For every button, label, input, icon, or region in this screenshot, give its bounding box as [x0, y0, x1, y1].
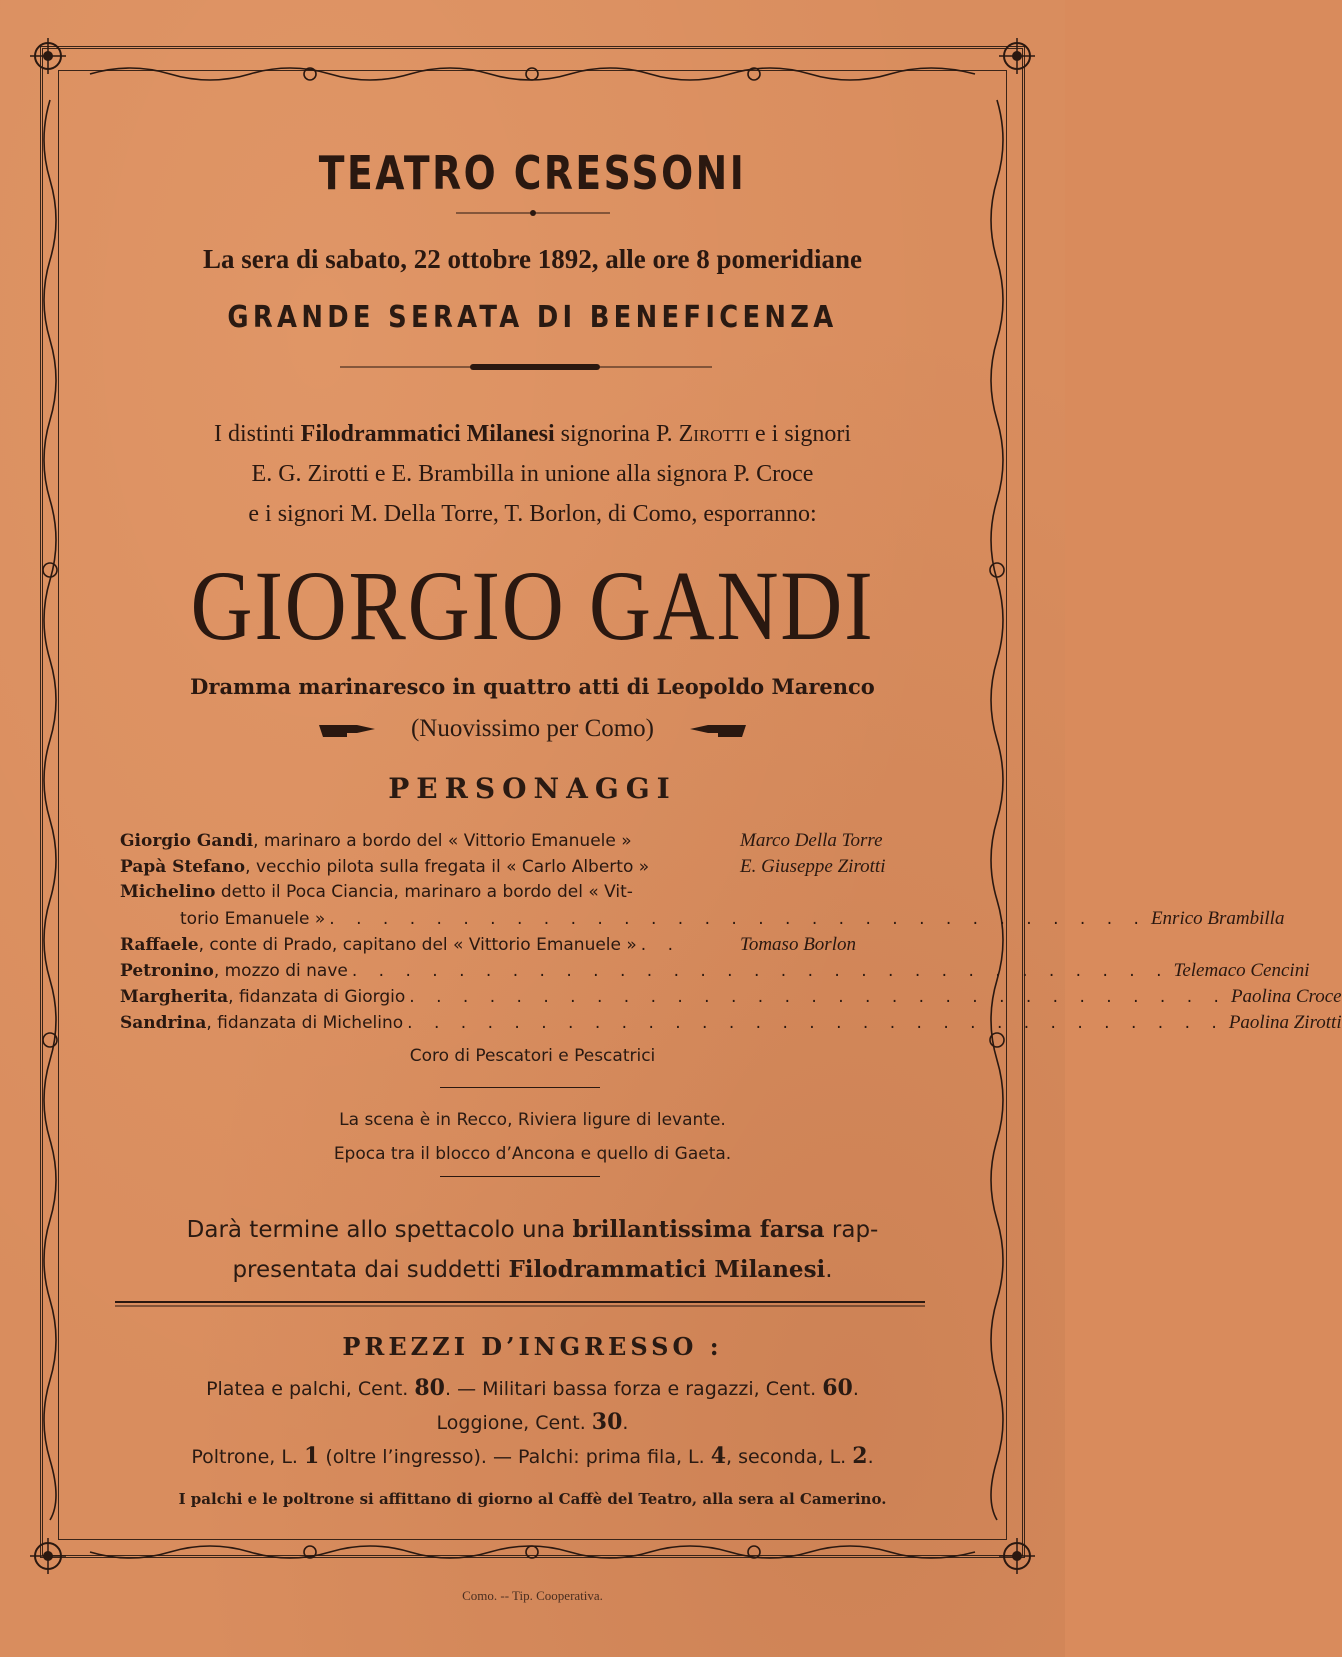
corner-ornament-icon: [995, 34, 1039, 78]
cast-row: Giorgio Gandi, marinaro a bordo del « Vittorio Emanuele » Marco Della Torre: [120, 830, 883, 851]
rental-note: I palchi e le poltrone si affittano di giorno al Caffè del Teatro, alla sera al Camerino.: [178, 1490, 887, 1508]
cast-row: Margherita, fidanzata di Giorgio . . . . . . . . . . . . . . . . . . . . . . . . . . . . . . . Paolina Croce: [120, 986, 1342, 1007]
chorus-line: Coro di Pescatori e Pescatrici: [409, 1046, 656, 1066]
divider: [440, 1176, 600, 1177]
section-divider: [0, 362, 1065, 372]
date-line: La sera di sabato, 22 ottobre 1892, alle ore 8 pomeridiane: [203, 244, 862, 274]
inner-border: [58, 70, 1342, 1540]
cast-row: Sandrina, fidanzata di Michelino . . . . . . . . . . . . . . . . . . . . . . . . . . . . . . . Paolina Zirotti: [120, 1012, 1342, 1033]
cast-row: Raffaele, conte di Prado, capitano del « Vittorio Emanuele » . . Tomaso Borlon: [120, 934, 856, 955]
cast-row: Papà Stefano, vecchio pilota sulla fregata il « Carlo Alberto » E. Giuseppe Zirotti: [120, 856, 886, 877]
printer-credit: Como. -- Tip. Cooperativa.: [462, 1588, 603, 1603]
prices-heading: PREZZI D’INGRESSO :: [342, 1332, 723, 1361]
cast-row: Michelino detto il Poca Ciancia, marinaro a bordo del « Vit-: [120, 882, 633, 902]
pointing-hand-right-icon: [317, 719, 381, 741]
play-subtitle: Dramma marinaresco in quattro atti di Leopoldo Marenco: [190, 674, 875, 699]
pointing-hand-left-icon: [684, 719, 748, 741]
cast-row: torio Emanuele » . . . . . . . . . . . . . . . . . . . . . . . . . . . . . . . Enrico Brambilla: [180, 908, 1285, 929]
title-divider: [0, 208, 1065, 218]
play-title: GIORGIO GANDI: [190, 550, 875, 661]
cast-heading: PERSONAGGI: [388, 772, 677, 805]
setting-text: La scena è in Recco, Riviera ligure di levante. Epoca tra il blocco d’Ancona e quello di Gaeta.: [333, 1110, 732, 1164]
novelty-line: (Nuovissimo per Como): [0, 715, 1065, 743]
corner-ornament-icon: [26, 1534, 70, 1578]
performers-intro: I distinti Filodrammatici Milanesi signorina P. Zirotti e i signori E. G. Zirotti e E. Brambilla in unione alla signora P. Croce e i signori M. Della Torre, T. Borlon, di Como, esporranno:: [213, 421, 852, 527]
corner-ornament-icon: [995, 1534, 1039, 1578]
divider: [440, 1087, 600, 1088]
double-rule: [115, 1300, 925, 1308]
farce-notice: Darà termine allo spettacolo una brillantissima farsa rap- presentata dai suddetti Filodrammatici Milanesi.: [186, 1216, 879, 1283]
event-name: GRANDE SERATA DI BENEFICENZA: [227, 300, 838, 335]
corner-ornament-icon: [26, 34, 70, 78]
theatre-name: TEATRO CRESSONI: [318, 146, 747, 200]
left-scroll-ornament-icon: [38, 100, 62, 1520]
cast-list: [120, 830, 1342, 1038]
prices-list: Platea e palchi, Cent. 80. — Militari bassa forza e ragazzi, Cent. 60. Loggione, Cent. 30. Poltrone, L. 1 (oltre l’ingresso). — Palchi: prima fila, L. 4, seconda, L. 2.: [191, 1375, 874, 1469]
top-scroll-ornament-icon: [90, 62, 975, 86]
cast-row: Petronino, mozzo di nave . . . . . . . . . . . . . . . . . . . . . . . . . . . . . . . Telemaco Cencini: [120, 960, 1310, 981]
bottom-scroll-ornament-icon: [90, 1540, 975, 1564]
